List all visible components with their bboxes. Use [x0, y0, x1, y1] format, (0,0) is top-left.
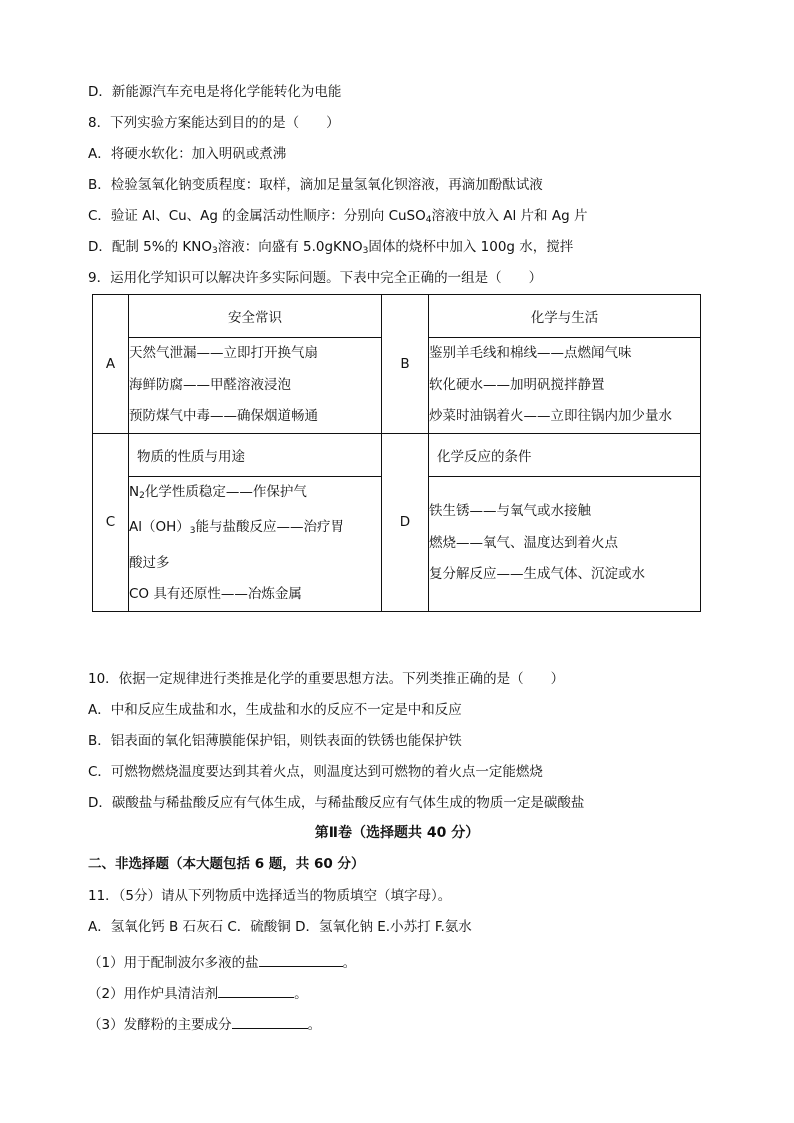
q8-option-b: B．检验氢氧化钠变质程度：取样，滴加足量氢氧化钡溶液，再滴加酚酞试液 [88, 177, 543, 193]
q9-table [92, 294, 701, 612]
section-heading: 二、非选择题（本大题包括 6 题，共 60 分） [88, 856, 365, 872]
q9-b-item: 炒菜时油锅着火——立即往锅内加少量水 [429, 408, 672, 424]
answer-blank[interactable] [259, 952, 343, 967]
part2-title: 第Ⅱ卷（选择题共 40 分） [314, 825, 480, 841]
q9-d-item: 燃烧——氧气、温度达到着火点 [429, 534, 618, 551]
q9-cell-c [129, 476, 382, 611]
q9-label-a: A [93, 295, 129, 434]
q9-label-d: D [382, 433, 429, 611]
q9-header-d: 化学反应的条件 [429, 433, 701, 476]
q11-sub2: （2）用作炉具清洁剂 。 [88, 983, 308, 1004]
q9-c-item: $N_2$化学性质稳定——作保护气 [129, 483, 307, 501]
q9-cell-b [429, 338, 701, 434]
q9-header-b: 化学与生活 [429, 295, 701, 338]
q11-stem: 11．（5分）请从下列物质中选择适当的物质填空（填字母）。 [88, 888, 452, 904]
q10-option-a: A．中和反应生成盐和水，生成盐和水的反应不一定是中和反应 [88, 702, 462, 718]
q9-label-c: C [93, 433, 129, 611]
q10-stem: 10．依据一定规律进行类推是化学的重要思想方法。下列类推正确的是（ ） [88, 671, 565, 687]
q11-options: A．氢氧化钙 B 石灰石 C．硫酸铜 D．氢氧化钠 E.小苏打 F.氨水 [88, 919, 472, 935]
q9-c-item: CO 具有还原性——冶炼金属 [129, 586, 302, 602]
q8-stem: 8．下列实验方案能达到目的的是（ ） [88, 115, 340, 131]
q9-cell-d [429, 476, 701, 611]
q10-option-d: D．碳酸盐与稀盐酸反应有气体生成，与稀盐酸反应有气体生成的物质一定是碳酸盐 [88, 795, 585, 811]
q10-option-c: C．可燃物燃烧温度要达到其着火点，则温度达到可燃物的着火点一定能燃烧 [88, 764, 543, 780]
q8-option-d: D．配制 5%的 $KNO_3$溶液：向盛有 5.0gKNO$_3$固体的烧杯中加入 100g 水，搅拌 [88, 239, 574, 256]
q7-option-d: D．新能源汽车充电是将化学能转化为电能 [88, 84, 342, 100]
q8-option-a: A．将硬水软化：加入明矾或煮沸 [88, 146, 287, 162]
q10-option-b: B．铝表面的氧化铝薄膜能保护铝，则铁表面的铁锈也能保护铁 [88, 733, 462, 749]
q9-a-item: 预防煤气中毒——确保烟道畅通 [129, 408, 318, 424]
q11-sub3: （3）发酵粉的主要成分 。 [88, 1014, 321, 1035]
answer-blank[interactable] [218, 983, 294, 998]
q9-header-a: 安全常识 [129, 295, 382, 338]
q9-b-item: 鉴别羊毛线和棉线——点燃闻气味 [429, 345, 632, 361]
answer-blank[interactable] [232, 1014, 308, 1029]
q11-sub1: （1）用于配制波尔多液的盐 。 [88, 952, 356, 973]
q8-option-c: C．验证 Al、Cu、Ag 的金属活动性顺序：分别向 CuSO$_4$溶液中放入 Al 片和 Ag 片 [88, 208, 588, 225]
q9-c-item: $Al(OH)_3$能与盐酸反应——治疗胃 [129, 519, 344, 536]
q9-stem: 9．运用化学知识可以解决许多实际问题。下表中完全正确的一组是（ ） [88, 270, 543, 286]
q9-b-item: 软化硬水——加明矾搅拌静置 [429, 376, 605, 393]
q9-label-b: B [382, 295, 429, 434]
q9-d-item: 铁生锈——与氧气或水接触 [429, 503, 591, 520]
q9-a-item: 天然气泄漏——立即打开换气扇 [129, 345, 318, 361]
q9-header-c: 物质的性质与用途 [129, 433, 382, 476]
q9-d-item: 复分解反应——生成气体、沉淀或水 [429, 566, 645, 583]
q9-cell-a [129, 338, 382, 434]
q9-a-item: 海鲜防腐——甲醛溶液浸泡 [129, 376, 291, 393]
q9-c-item-cont: 酸过多 [129, 554, 170, 571]
